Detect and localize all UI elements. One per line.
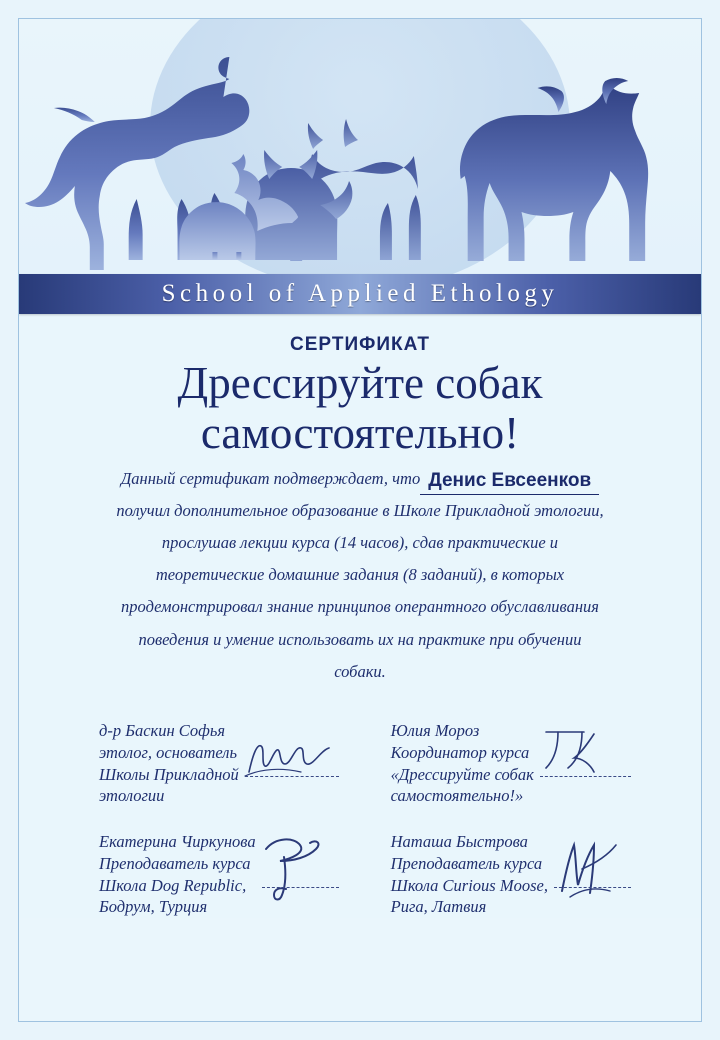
certificate-text-intro-line xyxy=(67,463,653,495)
signatory-role-line: этологии xyxy=(99,786,165,806)
signature-line xyxy=(262,887,340,888)
signature-line xyxy=(245,776,340,777)
certificate-body xyxy=(19,314,701,918)
signatory-role-line: самостоятельно!» xyxy=(390,786,524,806)
signatory-role-line: Школы Прикладной xyxy=(99,764,239,784)
school-name-band xyxy=(19,274,701,314)
signature-row xyxy=(99,831,639,918)
signatory-name: д-р Баскин Софья xyxy=(99,720,226,740)
recipient-name: Денис Евсеенков xyxy=(420,469,599,495)
certificate-text-line: собаки. xyxy=(334,661,386,681)
certificate-title xyxy=(53,358,667,459)
certificate-kicker: СЕРТИФИКАТ xyxy=(290,334,430,355)
signatory-details xyxy=(99,831,256,918)
signature-mark xyxy=(243,720,348,786)
signatory-role-line: этолог, основатель xyxy=(99,742,237,762)
signature-block-baskin xyxy=(99,720,347,807)
signatory-name: Екатерина Чиркунова xyxy=(99,832,256,852)
handwritten-signature-icon xyxy=(552,835,642,905)
signature-mark xyxy=(538,720,639,786)
signatory-role-line: Бодрум, Турция xyxy=(99,897,208,917)
signatory-details xyxy=(391,831,548,918)
signature-mark xyxy=(552,831,639,897)
signature-line xyxy=(554,887,631,888)
signature-block-chirkunova xyxy=(99,831,347,918)
signature-block-bystrova xyxy=(391,831,639,918)
signatory-role-line: Рига, Латвия xyxy=(390,897,487,917)
signatory-role-line: Школа Dog Republic, xyxy=(99,875,247,895)
handwritten-signature-icon xyxy=(260,835,340,905)
school-name-text: School of Applied Ethology xyxy=(161,280,559,307)
signature-row xyxy=(99,720,639,807)
signature-mark xyxy=(260,831,348,897)
certificate-text-line: поведения и умение использовать их на практике при обучении xyxy=(138,629,582,649)
signatory-role-line: Школа Curious Moose, xyxy=(390,875,548,895)
certificate-title-line-1: Дрессируйте собак xyxy=(177,358,543,408)
certificate-text-line: теоретические домашние задания (8 заданий), в которых xyxy=(155,565,565,585)
signature-line xyxy=(540,776,631,777)
certificate-title-line-2: самостоятельно! xyxy=(200,408,520,459)
certificate-text xyxy=(67,463,653,688)
certificate-text-line: продемонстрировал знание принципов оперантного обуславливания xyxy=(121,597,599,617)
signatory-details xyxy=(391,720,534,807)
certificate-intro-text: Данный сертификат подтверждает, что xyxy=(120,468,421,488)
cow-silhouette xyxy=(460,78,648,261)
signatory-name: Наташа Быстрова xyxy=(390,832,528,852)
signatory-details xyxy=(99,720,239,807)
signatory-name: Юлия Мороз xyxy=(390,720,480,740)
signature-block-moroz xyxy=(391,720,639,807)
certificate-text-line: получил дополнительное образование в Школе Прикладной этологии, xyxy=(116,500,604,520)
certificate-text-line: прослушав лекции курса (14 часов), сдав практические и xyxy=(161,533,559,553)
signatory-role-line: Преподаватель курса xyxy=(390,853,543,873)
signatory-role-line: «Дрессируйте собак xyxy=(390,764,534,784)
signatory-role-line: Координатор курса xyxy=(390,742,530,762)
certificate-frame xyxy=(18,18,702,1022)
header-artwork xyxy=(19,19,701,274)
signature-area xyxy=(53,720,667,918)
signatory-role-line: Преподаватель курса xyxy=(99,853,251,873)
